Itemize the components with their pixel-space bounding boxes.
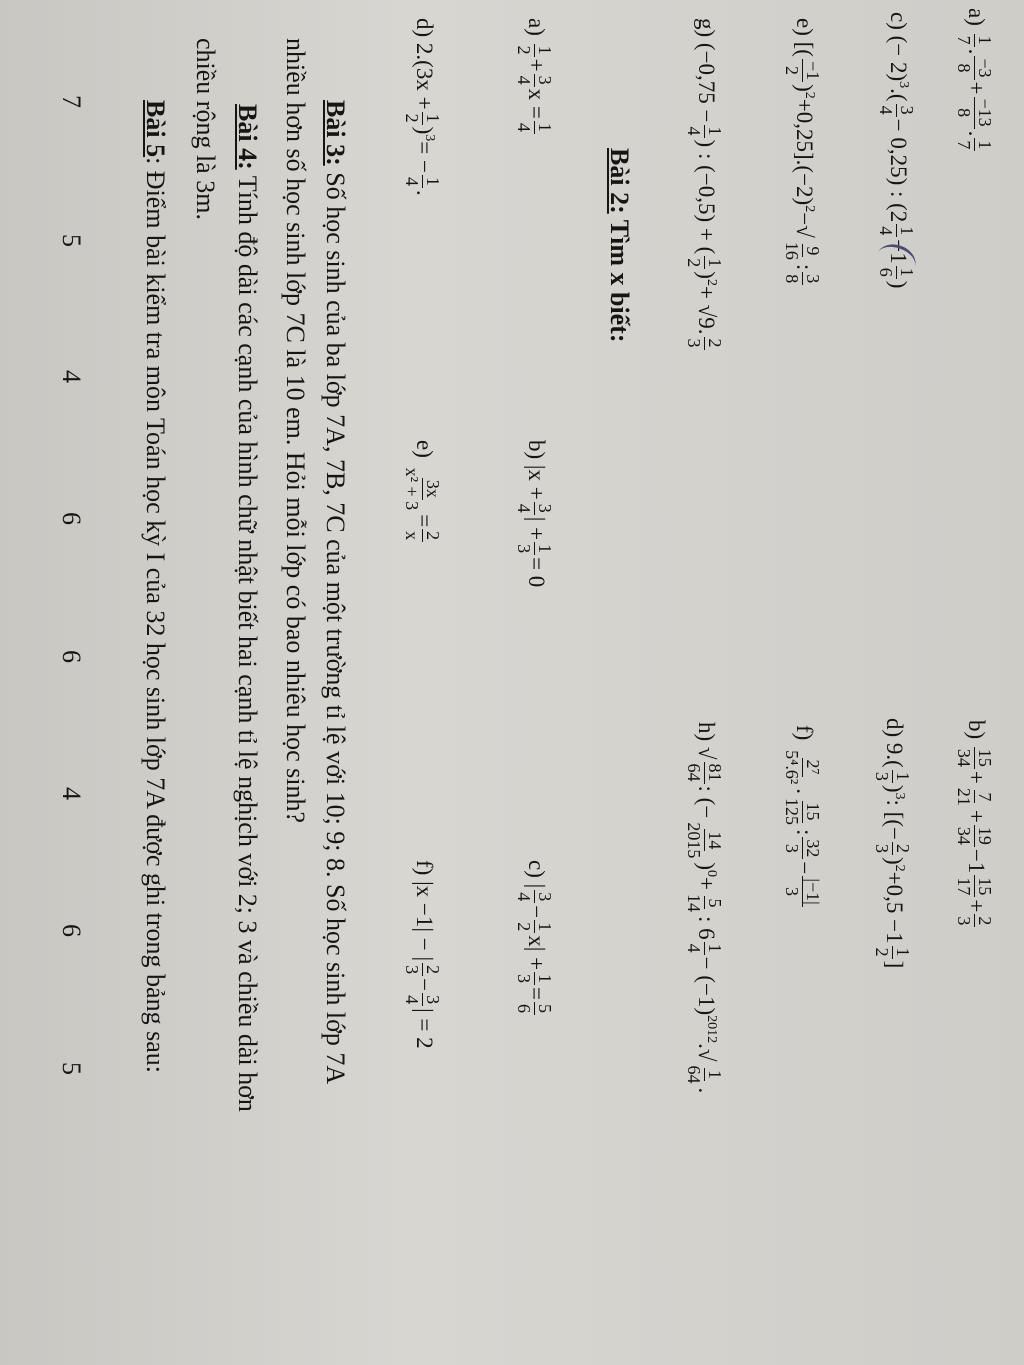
score: 6 bbox=[57, 512, 86, 525]
fraction: −13 8 bbox=[954, 98, 995, 127]
bai2-e: e) 3x x² + 3 = 2 x bbox=[402, 440, 443, 541]
bai1-d: d) 9.( 1 3 )$^3$: [(− 2 3 )$^2$+0,5 −1 1 2 ] bbox=[872, 718, 913, 969]
score: 5 bbox=[57, 1062, 86, 1075]
bai2-heading: Bài 2: Tìm x biết: bbox=[605, 148, 634, 343]
bai1-b: b) 15 34 + 7 21 + 19 34 −1 15 17 + 2 3 bbox=[954, 720, 995, 926]
score: 7 bbox=[57, 95, 86, 108]
bai2-c: c) | 3 4 − 1 2 x| + 1 3 = 5 6 bbox=[514, 860, 555, 1014]
score: 4 bbox=[57, 370, 86, 383]
bai4-line1: Bài 4: Tính độ dài các cạnh của hình chữ nhật biết hai cạnh tỉ lệ nghịch với 2; 3 và chiều dài hơn bbox=[233, 104, 262, 1112]
bai3-line1: Bài 3: Số học sinh của ba lớp 7A, 7B, 7C của một trường tỉ lệ với 10; 9; 8. Số học sinh lớp 7A bbox=[321, 100, 350, 1085]
bai2-b: b) |x + 3 4 | + 1 3 = 0 bbox=[514, 440, 555, 588]
bai1-c: c) (− 2)$^3$.( 3 4 − 0,25) : (2 1 4 −1 1 6 ) bbox=[876, 12, 917, 289]
label: a) bbox=[964, 8, 990, 26]
bai4-line2: chiều rộng là 3m. bbox=[191, 38, 220, 220]
score: 5 bbox=[57, 234, 86, 247]
bai1-e: e) [( −1 2 )$^2+0,25].(-2)^2-√$ 9 16 : 3 8 bbox=[782, 18, 823, 284]
bai2-d: d) 2.(3x + 1 2 )$^3$= − 1 4 . bbox=[402, 18, 443, 196]
bai1-f: f) 2⁷ 5⁴.6² . 15 125 : 32 3 − |−1| 3 bbox=[782, 725, 823, 905]
fraction: 1 7 bbox=[954, 140, 995, 150]
score: 6 bbox=[57, 650, 86, 663]
bai1-a: a) 1 7 . −3 8 + −13 8 . 1 7 bbox=[954, 8, 995, 150]
score: 4 bbox=[57, 787, 86, 800]
bai3-line2: nhiều hơn số học sinh lớp 7C là 10 em. Hỏi mỗi lớp có bao nhiêu học sinh? bbox=[281, 38, 310, 824]
bai2-a: a) 1 2 + 3 4 x = 1 4 bbox=[514, 18, 555, 132]
bai2-f: f) |x −1| − | 2 3 − 3 4 | = 2 bbox=[402, 860, 443, 1049]
fraction: 1 7 bbox=[954, 35, 995, 45]
bai5-line1: Bài 5: Điểm bài kiểm tra môn Toán học kỳ I của 32 học sinh lớp 7A được ghi trong bảng sau: bbox=[141, 100, 170, 1073]
bai1-g: g) (−0,75 − 1 4 ) : (−0,5) + ( 1 2 )$^2$+ √9. 2 3 bbox=[684, 18, 725, 348]
bai1-h: h) √ 81 64 : (− 14 2015 )$^0$+ 5 14 : 6 1 4 − $(-1)^{2012}.√$ 1 64 . bbox=[684, 722, 725, 1094]
fraction: −3 8 bbox=[954, 58, 995, 78]
label: b) bbox=[964, 720, 990, 740]
score: 6 bbox=[57, 924, 86, 937]
